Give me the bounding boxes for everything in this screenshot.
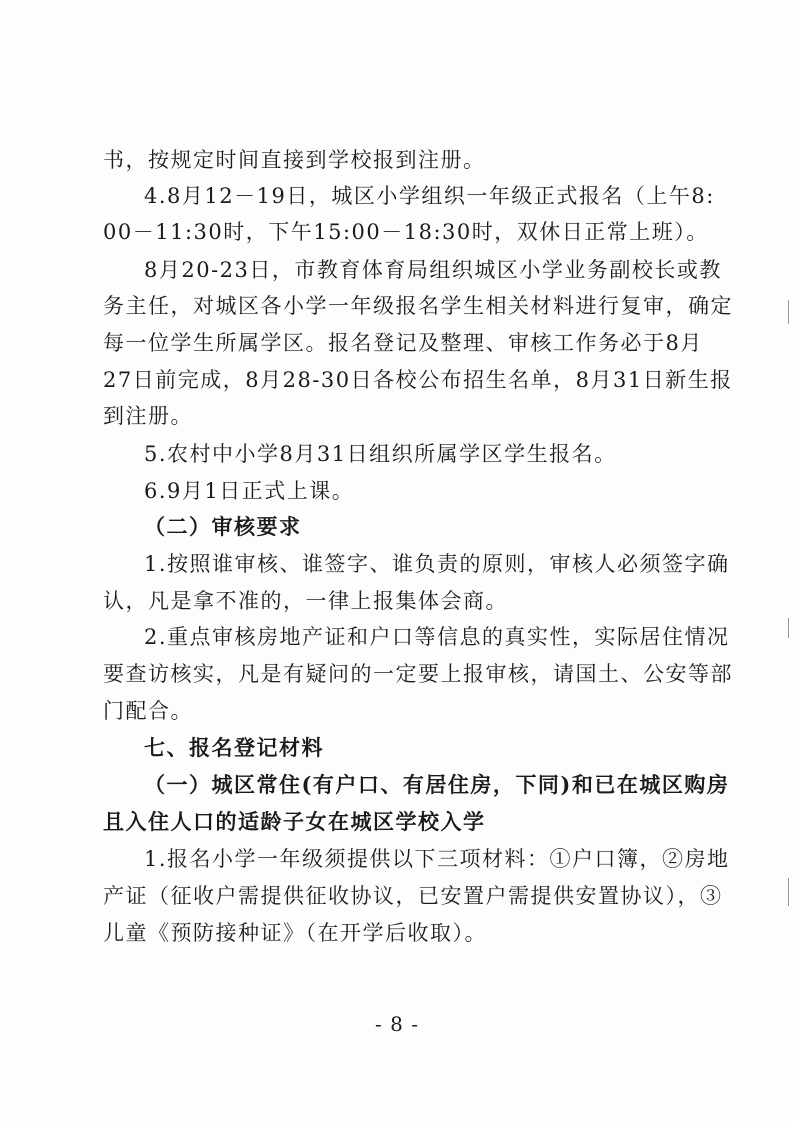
text-line: 4.8月12－19日，城区小学组织一年级正式报名（上午8: [144,184,715,208]
text-line: 每一位学生所属学区。报名登记及整理、审核工作务必于8月 [103,331,703,355]
subsection-heading: （一）城区常住(有户口、有居住房，下同)和已在城区购房 [144,772,730,797]
text-line: 8月20-23日，市教育体育局组织城区小学业务副校长或教 [144,258,722,282]
text-line: 27日前完成，8月28-30日各校公布招生名单，8月31日新生报 [103,368,733,392]
text-line: 6.9月1日正式上课。 [144,479,355,503]
page-number: - 8 - [375,1012,419,1036]
text-line: 2.重点审核房地产证和户口等信息的真实性，实际居住情况 [144,625,730,649]
text-line: 到注册。 [103,404,193,428]
subsection-heading: 且入住人口的适龄子女在城区学校入学 [103,809,486,834]
text-line: 要查访核实，凡是有疑问的一定要上报审核，请国土、公安等部 [103,662,733,686]
text-line: 书，按规定时间直接到学校报到注册。 [103,148,486,172]
scan-artifact [788,878,789,906]
section-heading-materials: 七、报名登记材料 [144,736,324,760]
scan-artifact [788,618,789,638]
text-line: 00－11:30时，下午15:00－18:30时，双休日正常上班）。 [103,220,709,244]
text-line: 认，凡是拿不准的，一律上报集体会商。 [103,589,508,613]
text-line: 5.农村中小学8月31日组织所属学区学生报名。 [144,442,617,466]
text-line: 儿童《预防接种证》（在开学后收取）。 [103,921,487,945]
scan-artifact [788,300,789,324]
text-line: 门配合。 [103,699,193,723]
section-heading-review: （二）审核要求 [144,515,302,539]
text-line: 1.按照谁审核、谁签字、谁负责的原则，审核人必须签字确 [144,552,730,576]
text-line: 产证（征收户需提供征收协议，已安置户需提供安置协议），③ [103,884,723,908]
text-line: 1.报名小学一年级须提供以下三项材料：①户口簿，②房地 [144,847,730,871]
text-line: 务主任，对城区各小学一年级报名学生相关材料进行复审，确定 [103,294,733,318]
